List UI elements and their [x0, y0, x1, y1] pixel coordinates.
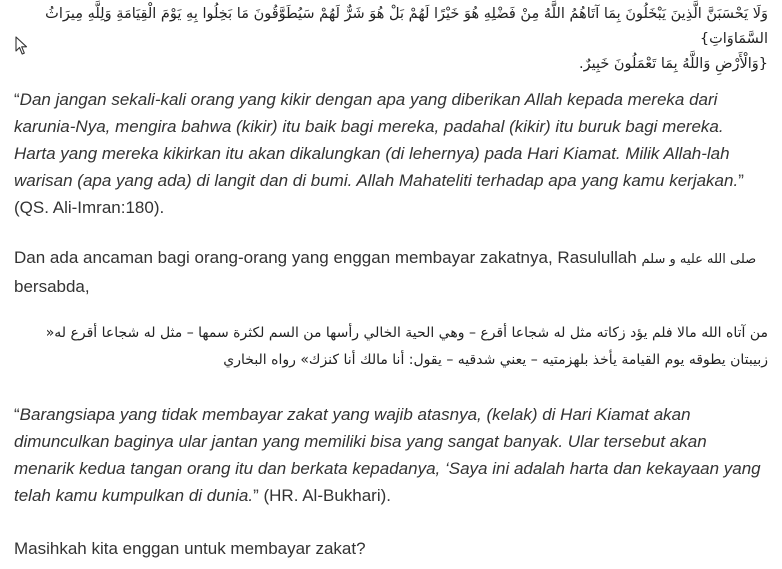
intro-paragraph: [14, 244, 766, 300]
hadith-translation-paragraph: [14, 401, 766, 509]
hadith-line-2: زبيبتان يطوقه يوم القيامة يأخذ بلهزمتيه – يعني شدقيه – يقول: أنا مالك أنا كنزك» رواه البخاري: [223, 352, 768, 368]
verse-translation-quote: Dan jangan sekali-kali orang yang kikir dengan apa yang diberikan Allah kepada mereka dari karunia-Nya, mengira bahwa (kikir) itu baik bagi mereka, padahal (kikir) itu buruk bagi mereka. Harta yang mereka kikirkan itu akan dikalungkan (di lehernya) pada Hari Kiamat. Milik Allah-lah warisan (apa yang ada) di langit dan di bumi. Allah Mahateliti terhadap apa yang kamu kerjakan.: [14, 90, 739, 190]
hadith-arabic: [16, 320, 768, 374]
hadith-line-1: من آتاه الله مالا فلم يؤد زكاته مثل له شجاعا أقرع – وهي الحية الخالي رأسها من السم لكثرة سمها – مثل له شجاعا أقرع له«: [45, 325, 768, 341]
verse-translation-paragraph: [14, 86, 766, 221]
hadith-inner-quote: ‘Saya ini adalah harta dan kekayaan yang telah kamu kumpulkan di dunia.: [14, 459, 761, 505]
intro-text: Dan ada ancaman bagi orang-orang yang enggan membayar zakatnya, Rasulullah: [14, 248, 637, 267]
quran-verse-line-1: وَلَا يَحْسَبَنَّ الَّذِينَ يَبْخَلُونَ بِمَا آتَاهُمُ اللَّهُ مِنْ فَضْلِهِ هُوَ خَيْرًا لَهُمْ بَلْ هُوَ شَرٌّ لَهُمْ سَيُطَوَّقُونَ مَا بَخِلُوا بِهِ يَوْمَ الْقِيَامَةِ وَلِلَّهِ مِيرَاثُ السَّمَاوَاتِ}: [45, 6, 768, 47]
verse-citation: ” (QS. Ali-Imran:180).: [14, 171, 744, 217]
mouse-pointer-icon: [15, 36, 29, 56]
hadith-translation-quote: Barangsiapa yang tidak membayar zakat yang wajib atasnya, (kelak) di Hari Kiamat akan dimunculkan baginya ular jantan yang memiliki bisa yang sangat banyak. Ular tersebut akan menarik kedua tangan orang itu dan berkata kepadanya,: [14, 405, 707, 478]
intro-text-end: bersabda,: [14, 277, 90, 296]
open-quote: “: [14, 405, 20, 424]
hadith-citation: ” (HR. Al-Bukhari).: [253, 486, 392, 505]
salawat-text: صلى الله عليه و سلم: [641, 252, 757, 267]
open-quote: “: [14, 90, 20, 109]
quran-verse-line-2: {وَالْأَرْضِ وَاللَّهُ بِمَا تَعْمَلُونَ خَبِيرٌ.: [578, 56, 768, 72]
closing-question: Masihkah kita enggan untuk membayar zakat?: [14, 539, 366, 558]
quran-verse: [16, 2, 768, 77]
